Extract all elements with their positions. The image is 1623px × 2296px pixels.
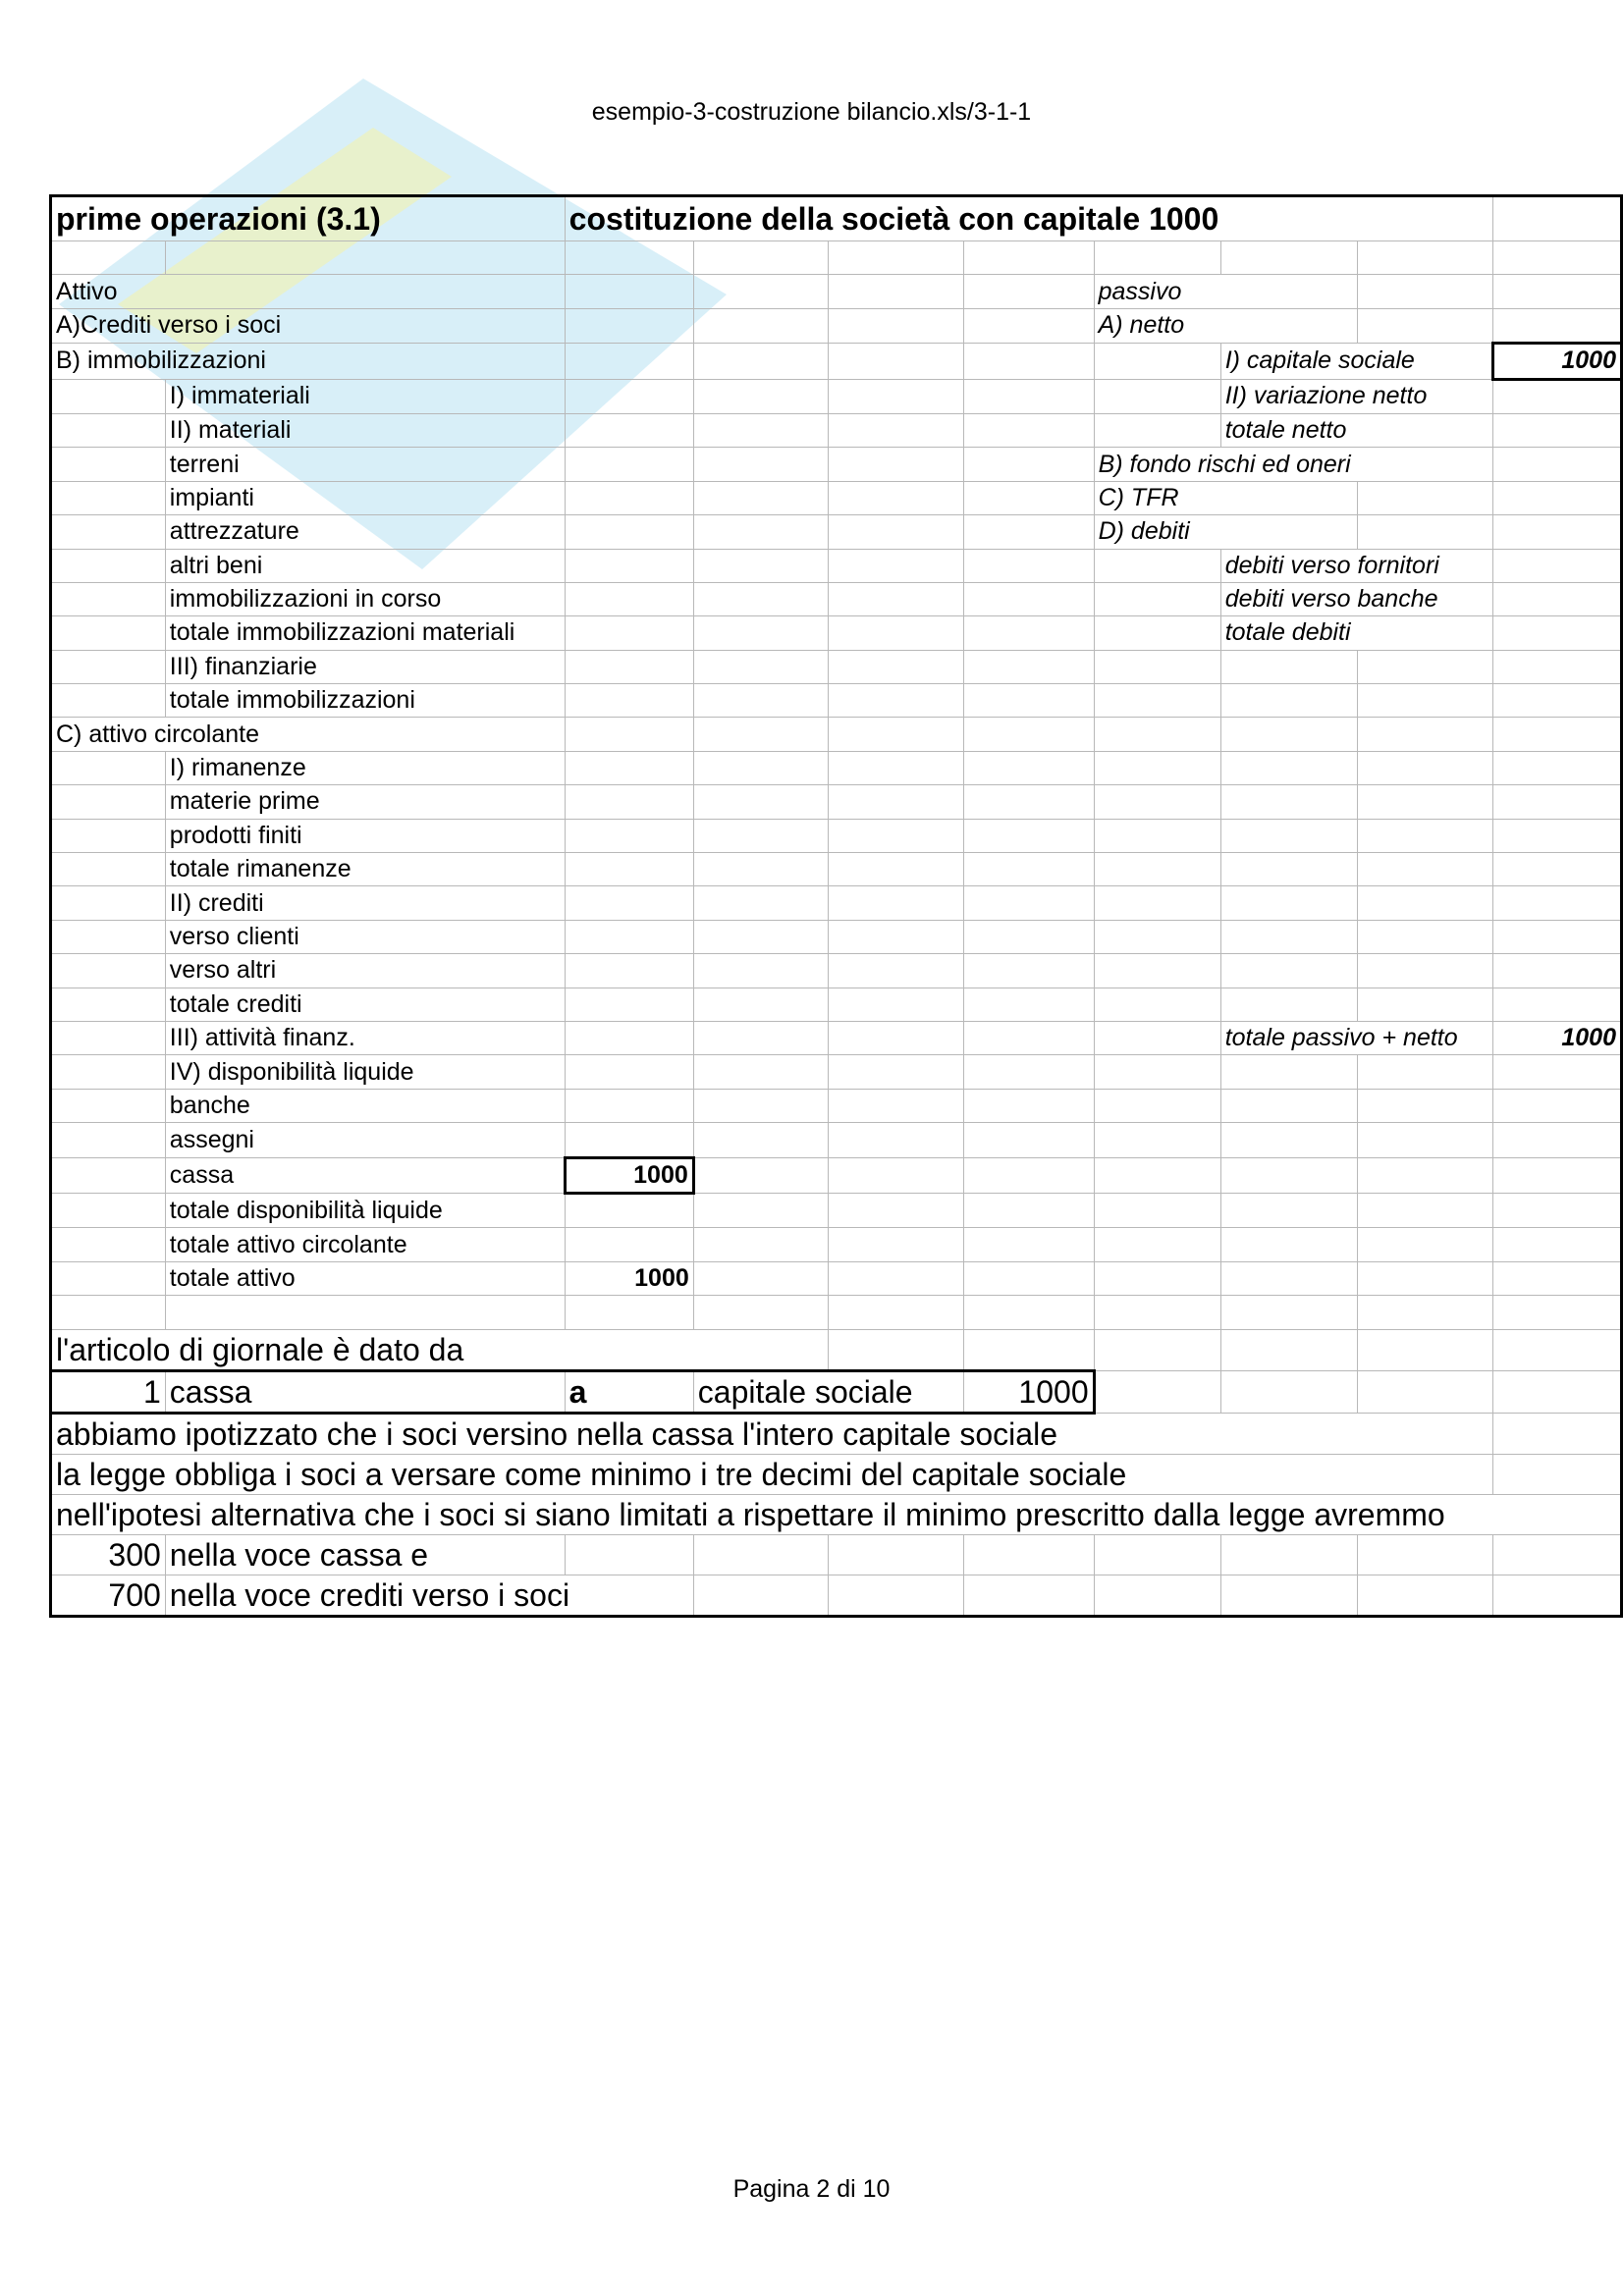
asset-c-item: totale rimanenze [165,853,565,886]
asset-c-item: verso altri [165,954,565,988]
alt-text: nella voce crediti verso i soci [165,1575,693,1616]
alt-text: nella voce cassa e [165,1534,565,1575]
balance-sheet-table [49,194,1623,1618]
liability-capitale: I) capitale sociale [1220,344,1492,379]
asset-c-item: prodotti finiti [165,819,565,852]
asset-c-item: assegni [165,1123,565,1157]
liability-a: A) netto [1094,308,1357,343]
journal-a: a [565,1370,693,1413]
asset-c: C) attivo circolante [51,718,566,751]
assets-heading: Attivo [51,275,566,308]
asset-b-item: impianti [165,481,565,514]
asset-c-item: II) crediti [165,886,565,920]
journal-debit: cassa [165,1370,565,1413]
page-header: esempio-3-costruzione bilancio.xls/3-1-1 [591,98,1032,126]
asset-b-item: altri beni [165,549,565,582]
asset-c-item: totale attivo circolante [165,1228,565,1261]
liabilities-heading: passivo [1094,275,1357,308]
note: la legge obbliga i soci a versare come minimo i tre decimi del capitale sociale [51,1454,1493,1494]
liability-c: C) TFR [1094,481,1357,514]
asset-c-item: IV) disponibilità liquide [165,1055,565,1089]
asset-c-item: III) attività finanz. [165,1021,565,1054]
asset-c-item: totale crediti [165,988,565,1021]
title-left: prime operazioni (3.1) [51,196,566,241]
asset-b-item: II) materiali [165,413,565,447]
title-right: costituzione della società con capitale 1000 [565,196,1492,241]
asset-b-item: attrezzature [165,515,565,549]
capitale-value: 1000 [1492,344,1621,379]
asset-c-item: cassa [165,1157,565,1193]
asset-c-item: totale disponibilità liquide [165,1193,565,1227]
asset-c-item: verso clienti [165,920,565,953]
alt-value: 300 [51,1534,166,1575]
liability-totale-debiti: totale debiti [1220,616,1492,650]
asset-b-item: I) immateriali [165,379,565,413]
journal-number: 1 [51,1370,166,1413]
note: abbiamo ipotizzato che i soci versino nella cassa l'intero capitale sociale [51,1413,1493,1454]
journal-intro: l'articolo di giornale è dato da [51,1329,829,1370]
journal-amount: 1000 [963,1370,1094,1413]
asset-b: B) immobilizzazioni [51,344,566,379]
cassa-value: 1000 [565,1157,693,1193]
liability-d: D) debiti [1094,515,1357,549]
liability-banche: debiti verso banche [1220,582,1492,615]
asset-a: A)Crediti verso i soci [51,308,566,343]
liability-variazione: II) variazione netto [1220,379,1492,413]
liability-b: B) fondo rischi ed oneri [1094,448,1492,481]
alt-value: 700 [51,1575,166,1616]
totale-passivo-value: 1000 [1492,1021,1621,1054]
asset-c-item: materie prime [165,785,565,819]
asset-b-item: totale immobilizzazioni materiali [165,616,565,650]
totale-attivo-value: 1000 [565,1261,693,1295]
page-footer: Pagina 2 di 10 [732,2175,891,2203]
liability-totale-passivo: totale passivo + netto [1220,1021,1492,1054]
note: nell'ipotesi alternativa che i soci si siano limitati a rispettare il minimo prescritto dalla legge avremmo [51,1494,1622,1534]
asset-c-item: totale attivo [165,1261,565,1295]
asset-b-item: terreni [165,448,565,481]
asset-c-item: I) rimanenze [165,751,565,784]
asset-b-item: immobilizzazioni in corso [165,582,565,615]
liability-totale-netto: totale netto [1220,413,1492,447]
journal-credit: capitale sociale [693,1370,963,1413]
asset-b-item: III) finanziarie [165,650,565,683]
asset-c-item: banche [165,1089,565,1122]
asset-b-item: totale immobilizzazioni [165,684,565,718]
liability-fornitori: debiti verso fornitori [1220,549,1492,582]
